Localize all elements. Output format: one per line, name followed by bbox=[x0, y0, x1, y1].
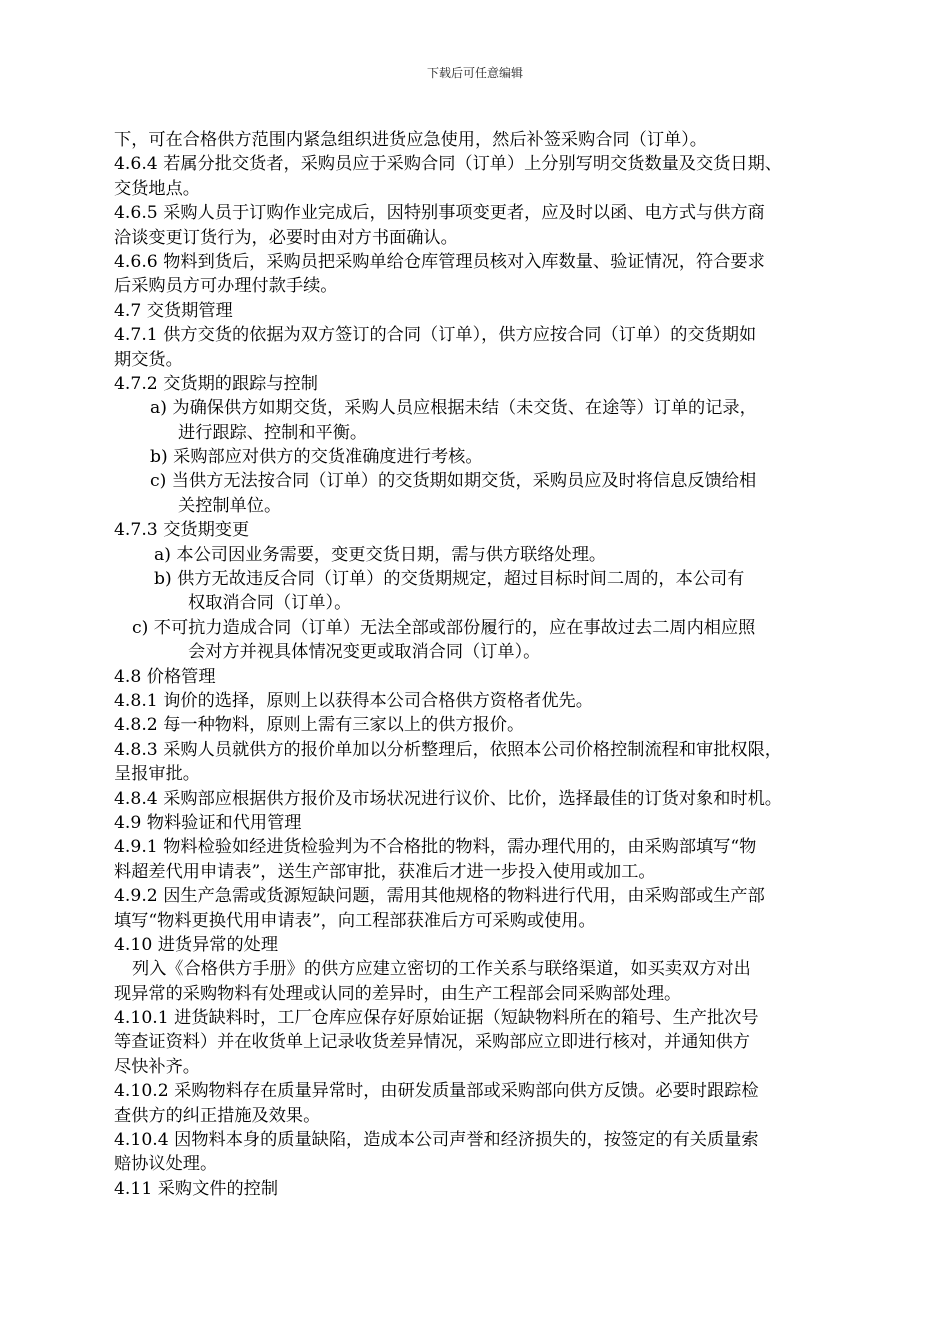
text-line: 4.6.5 采购人员于订购作业完成后，因特别事项变更者，应及时以函、电方式与供方商 bbox=[114, 203, 765, 224]
text-line: 列入《合格供方手册》的供方应建立密切的工作关系与联络渠道，如买卖双方对出 bbox=[132, 959, 751, 980]
text-line: 4.8.1 询价的选择，原则上以获得本公司合格供方资格者优先。 bbox=[114, 690, 593, 711]
page-header: 下载后可任意编辑 bbox=[426, 66, 523, 80]
text-line: 尽快补齐。 bbox=[114, 1056, 200, 1077]
text-line: a) 为确保供方如期交货，采购人员应根据未结（未交货、在途等）订单的记录， bbox=[150, 398, 757, 419]
text-line: 关控制单位。 bbox=[178, 495, 282, 516]
text-line: 4.10.1 进货缺料时，工厂仓库应保存好原始证据（短缺物料所在的箱号、生产批次号 bbox=[114, 1008, 759, 1029]
text-line: 查供方的纠正措施及效果。 bbox=[114, 1105, 321, 1126]
text-line: 呈报审批。 bbox=[114, 764, 200, 785]
text-line: a) 本公司因业务需要，变更交货日期，需与供方联络处理。 bbox=[154, 544, 607, 565]
text-line: 权取消合同（订单）。 bbox=[188, 593, 352, 614]
text-line: 4.7 交货期管理 bbox=[114, 300, 233, 321]
document-body bbox=[114, 128, 854, 1201]
text-line: 4.7.1 供方交货的依据为双方签订的合同（订单），供方应按合同（订单）的交货期如 bbox=[114, 325, 757, 346]
text-line: b) 供方无故违反合同（订单）的交货期规定，超过目标时间二周的，本公司有 bbox=[154, 569, 745, 590]
text-line: c) 不可抗力造成合同（订单）无法全部或部份履行的，应在事故过去二周内相应照 bbox=[132, 617, 756, 638]
text-line: 4.8.4 采购部应根据供方报价及市场状况进行议价、比价，选择最佳的订货对象和时机。 bbox=[114, 788, 782, 809]
text-line: 下，可在合格供方范围内紧急组织进货应急使用，然后补签采购合同（订单）。 bbox=[114, 130, 707, 150]
text-line: 4.7.2 交货期的跟踪与控制 bbox=[114, 373, 318, 394]
text-line: 赔协议处理。 bbox=[114, 1154, 218, 1175]
text-line: 4.11 采购文件的控制 bbox=[114, 1178, 279, 1199]
text-line: 等查证资料）并在收货单上记录收货差异情况，采购部应立即进行核对，并通知供方 bbox=[114, 1032, 750, 1053]
text-line: 会对方并视具体情况变更或取消合同（订单）。 bbox=[188, 642, 541, 663]
text-line: 4.8.2 每一种物料，原则上需有三家以上的供方报价。 bbox=[114, 715, 525, 736]
text-line: 料超差代用申请表”，送生产部审批，获准后才进一步投入使用或加工。 bbox=[114, 861, 656, 882]
text-line: c) 当供方无法按合同（订单）的交货期如期交货，采购员应及时将信息反馈给相 bbox=[150, 471, 757, 492]
text-line: 期交货。 bbox=[114, 349, 183, 370]
text-line: 洽谈变更订货行为，必要时由对方书面确认。 bbox=[114, 227, 458, 248]
text-line: 4.9.2 因生产急需或货源短缺问题，需用其他规格的物料进行代用，由采购部或生产部 bbox=[114, 886, 765, 907]
text-line: 4.10.4 因物料本身的质量缺陷，造成本公司声誉和经济损失的，按签定的有关质量索 bbox=[114, 1130, 759, 1151]
text-line: 4.7.3 交货期变更 bbox=[114, 520, 250, 541]
text-line: 4.10 进货异常的处理 bbox=[114, 934, 279, 955]
text-line: 交货地点。 bbox=[114, 178, 200, 199]
text-line: 填写“物料更换代用申请表”，向工程部获准后方可采购或使用。 bbox=[114, 910, 596, 931]
text-line: 4.9.1 物料检验如经进货检验判为不合格批的物料，需办理代用的，由采购部填写“物 bbox=[114, 837, 757, 858]
text-line: 4.9 物料验证和代用管理 bbox=[114, 812, 302, 833]
text-line: 4.6.6 物料到货后，采购员把采购单给仓库管理员核对入库数量、验证情况，符合要求 bbox=[114, 251, 765, 272]
text-line: 4.8 价格管理 bbox=[114, 666, 216, 687]
text-line: 进行跟踪、控制和平衡。 bbox=[178, 422, 368, 443]
text-line: 现异常的采购物料有处理或认同的差异时，由生产工程部会同采购部处理。 bbox=[114, 983, 682, 1004]
text-line: b) 采购部应对供方的交货准确度进行考核。 bbox=[150, 447, 483, 468]
text-line: 后采购员方可办理付款手续。 bbox=[114, 276, 338, 297]
text-line: 4.6.4 若属分批交货者，采购员应于采购合同（订单）上分别写明交货数量及交货日期、 bbox=[114, 154, 782, 175]
text-line: 4.10.2 采购物料存在质量异常时，由研发质量部或采购部向供方反馈。必要时跟踪检 bbox=[114, 1081, 759, 1102]
text-line: 4.8.3 采购人员就供方的报价单加以分析整理后，依照本公司价格控制流程和审批权限， bbox=[114, 739, 782, 760]
